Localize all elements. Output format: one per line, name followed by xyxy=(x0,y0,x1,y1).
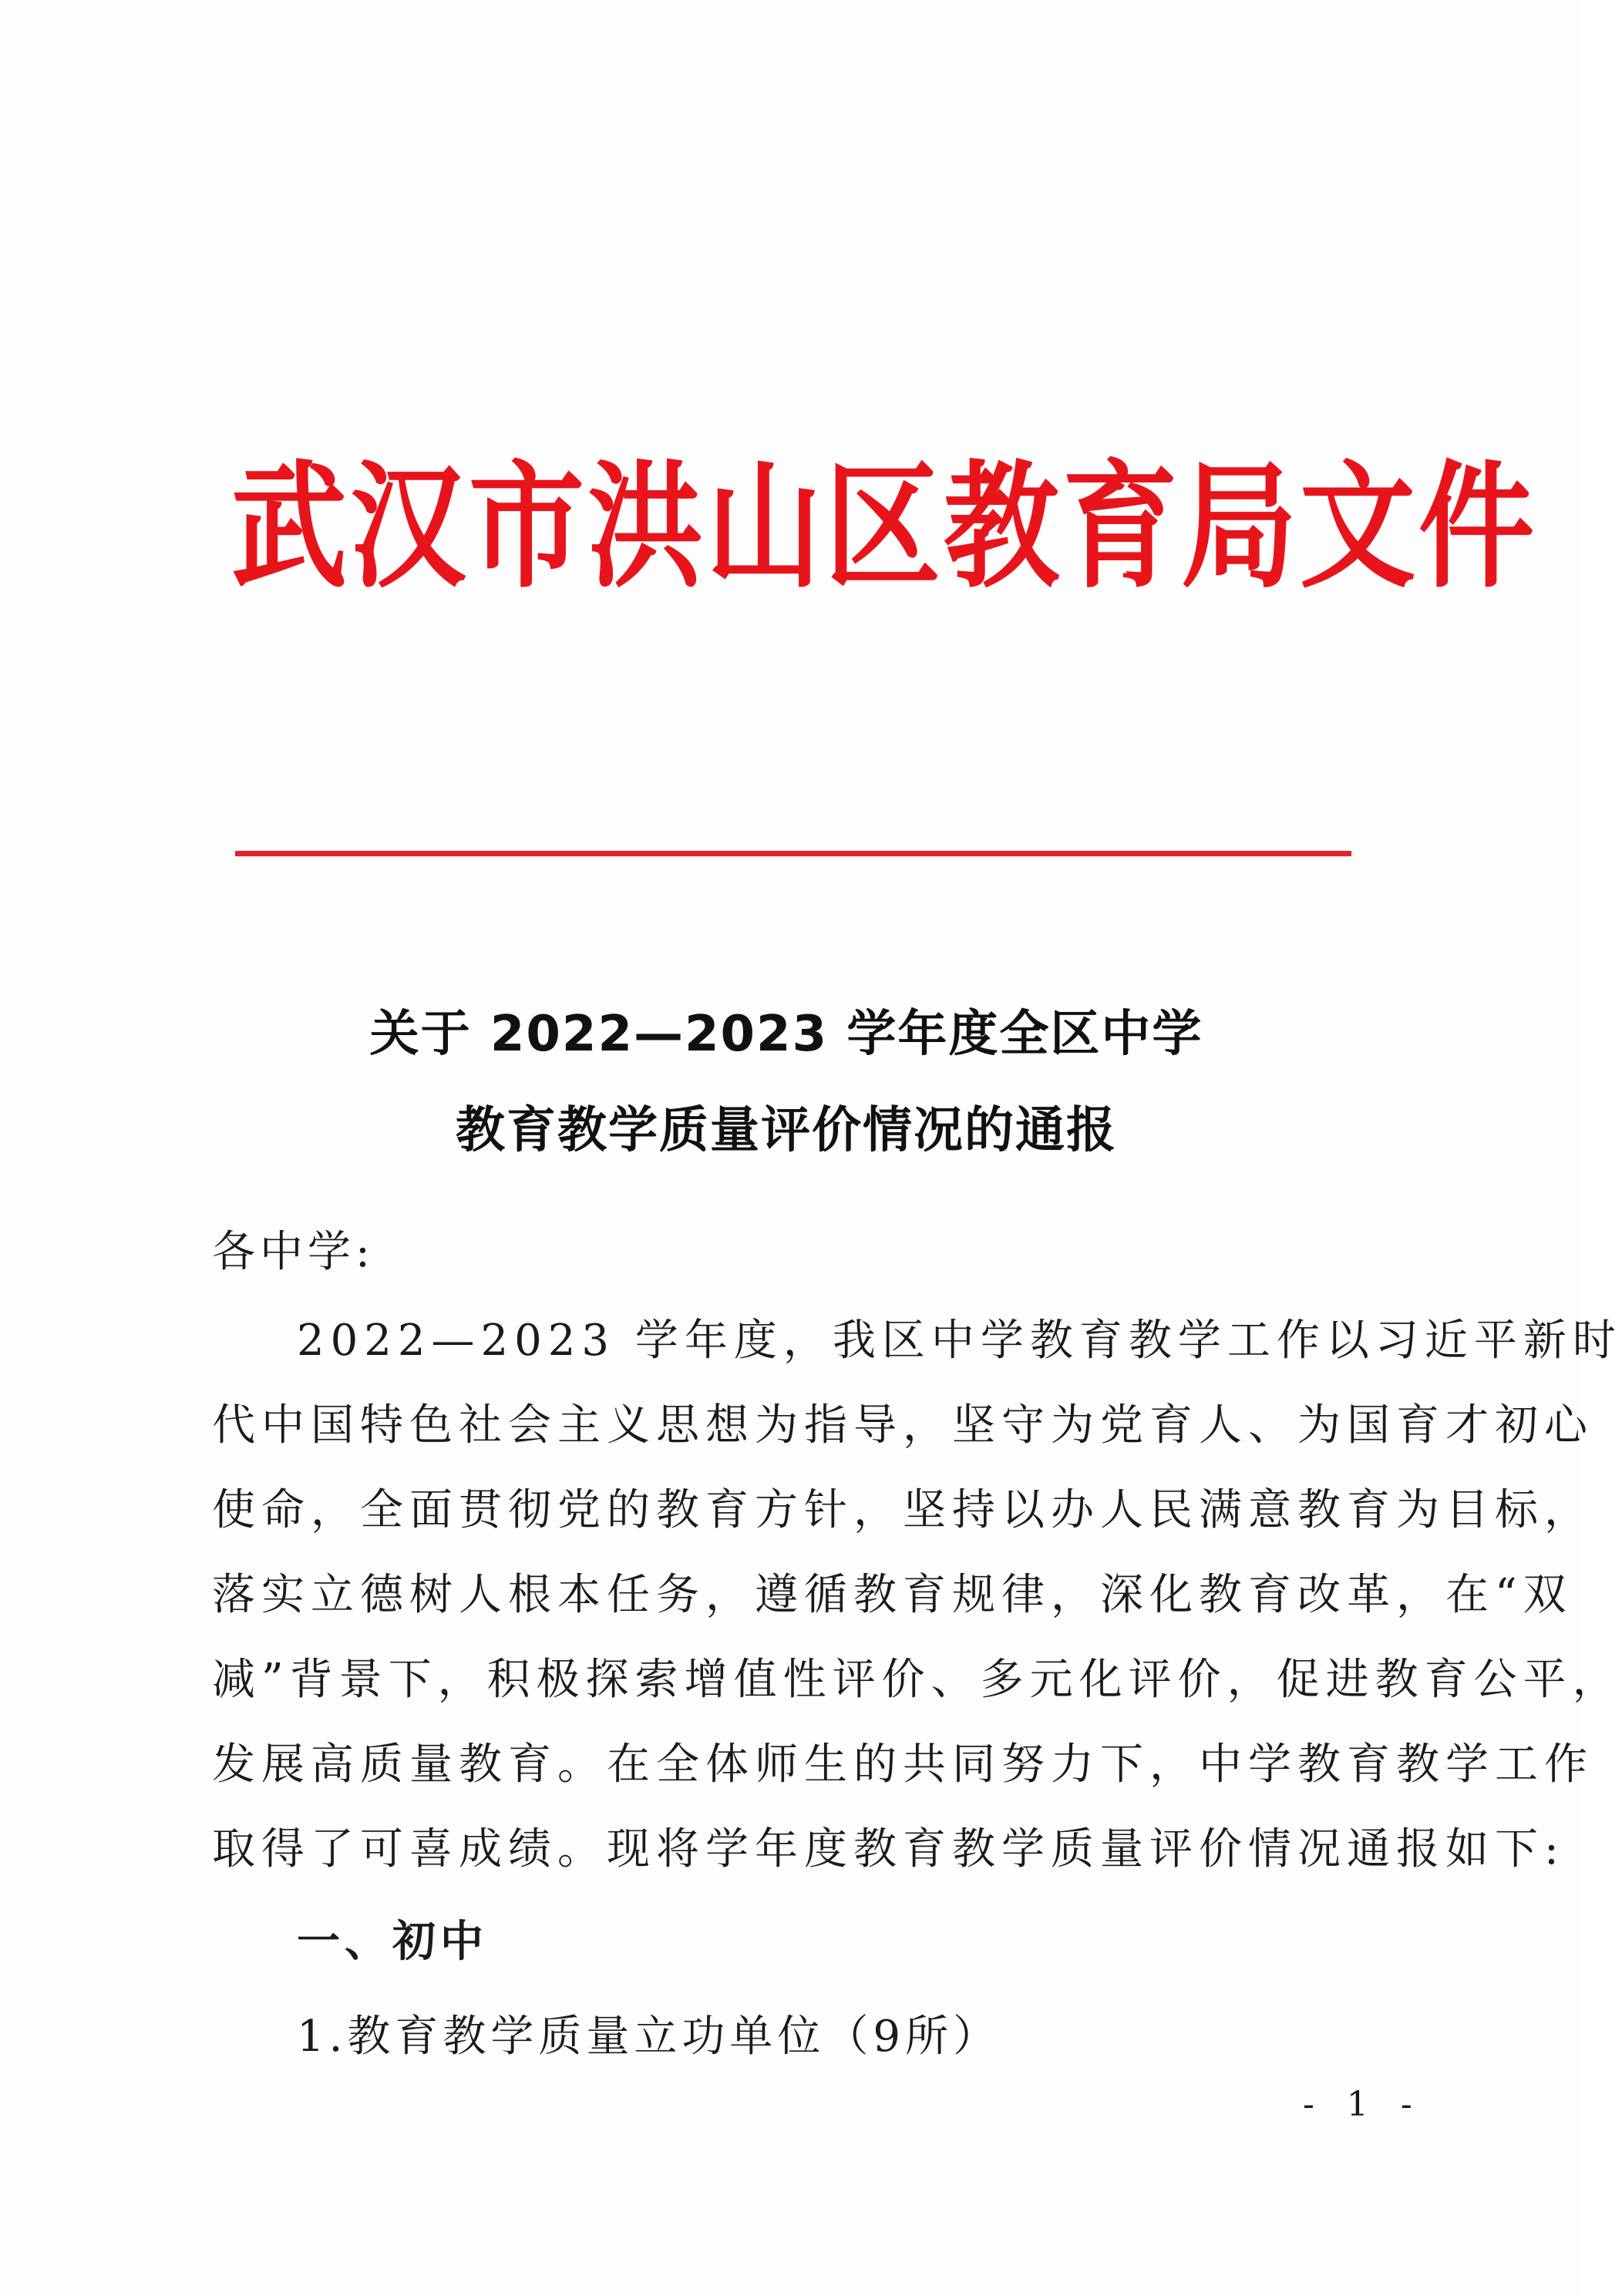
subsection-heading: 1.教育教学质量立功单位（9所） xyxy=(297,2012,1001,2062)
issuer-header-title: 武汉市洪山区教育局文件 xyxy=(231,449,1538,607)
salutation: 各中学: xyxy=(212,1227,375,1277)
body-line: 取得了可喜成绩。现将学年度教育教学质量评价情况通报如下: xyxy=(212,1824,1565,1874)
body-line: 落实立德树人根本任务，遵循教育规律，深化教育改革，在“双 xyxy=(212,1570,1573,1620)
red-separator-line xyxy=(235,851,1351,856)
body-line: 2022—2023 学年度，我区中学教育教学工作以习近平新时 xyxy=(297,1316,1622,1366)
body-line: 代中国特色社会主义思想为指导，坚守为党育人、为国育才初心 xyxy=(212,1400,1593,1451)
body-line: 使命，全面贯彻党的教育方针，坚持以办人民满意教育为目标， xyxy=(212,1485,1593,1535)
body-line: 发展高质量教育。在全体师生的共同努力下，中学教育教学工作 xyxy=(212,1740,1593,1790)
section-heading: 一、初中 xyxy=(297,1917,488,1967)
document-title-line-1: 关于 2022—2023 学年度全区中学 xyxy=(369,1006,1203,1063)
page-number: - 1 - xyxy=(1303,2085,1423,2124)
document-title-line-2: 教育教学质量评价情况的通报 xyxy=(456,1102,1117,1159)
body-line: 减”背景下，积极探索增值性评价、多元化评价，促进教育公平， xyxy=(212,1655,1622,1705)
